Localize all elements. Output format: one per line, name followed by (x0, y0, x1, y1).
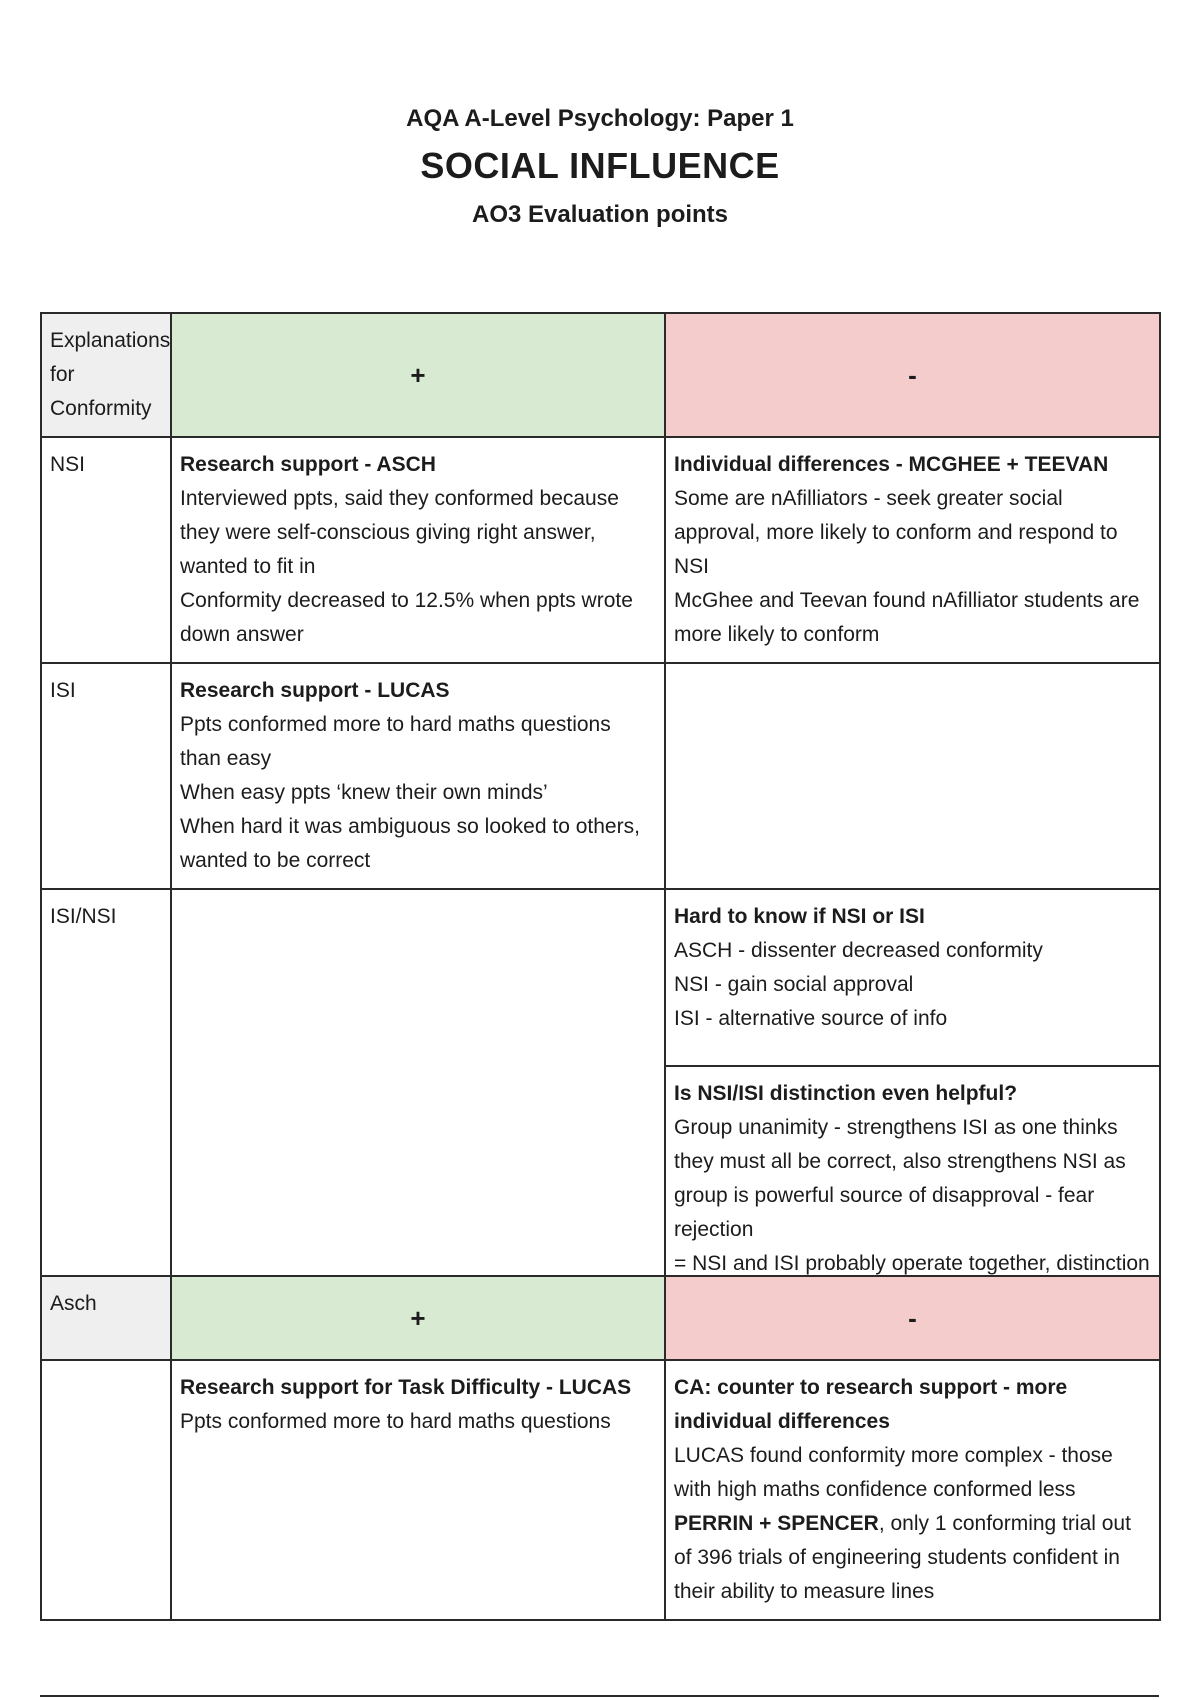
asch-evaluation-table (40, 1275, 1161, 1621)
isi-plus-line: When easy ppts ‘knew their own minds’ (180, 781, 548, 804)
table-row-asch (41, 1360, 1160, 1620)
minus-header-cell: - (665, 313, 1160, 437)
nsi-plus-cell (171, 437, 665, 663)
isi-nsi-minus-cell-1 (665, 889, 1160, 1066)
isi-nsi-minus1-title: Hard to know if NSI or ISI (674, 905, 925, 928)
row-label-isi-nsi: ISI/NSI (41, 889, 171, 1326)
isi-nsi-minus2-title: Is NSI/ISI distinction even helpful? (674, 1082, 1018, 1105)
paper-subtitle: AQA A-Level Psychology: Paper 1 (406, 105, 794, 132)
table-header-row (41, 313, 1160, 437)
study-name: PERRIN + SPENCER (674, 1512, 879, 1535)
section-subheading: AO3 Evaluation points (471, 201, 729, 228)
asch-plus-cell (171, 1360, 665, 1620)
asch-minus-line: LUCAS found conformity more complex - those with high maths confidence conformed less (674, 1444, 1113, 1501)
table-row-isi (41, 663, 1160, 889)
isi-plus-line: When hard it was ambiguous so looked to others, wanted to be correct (180, 815, 640, 872)
nsi-plus-line: Conformity decreased to 12.5% when ppts wrote down answer (180, 589, 633, 646)
isi-plus-cell (171, 663, 665, 889)
nsi-plus-line: Interviewed ppts, said they conformed because they were self-conscious giving right answer, wanted to fit in (180, 487, 619, 578)
isi-plus-title: Research support - LUCAS (180, 679, 450, 702)
nsi-plus-title: Research support - ASCH (180, 453, 436, 476)
nsi-minus-cell (665, 437, 1160, 663)
row-label-empty (41, 1360, 171, 1620)
plus-header-cell: + (171, 1276, 665, 1360)
minus-header-cell: - (665, 1276, 1160, 1360)
page-title: SOCIAL INFLUENCE (420, 145, 780, 186)
isi-nsi-minus2-line: Group unanimity - strengthens ISI as one thinks they must all be correct, also strengthens NSI as group is powerful source of disapproval - fear rejection (674, 1116, 1126, 1241)
isi-nsi-plus-cell (171, 889, 665, 1326)
document-header (0, 100, 1200, 230)
isi-nsi-minus1-line: ASCH - dissenter decreased conformity (674, 939, 1043, 962)
nsi-minus-line: Some are nAfilliators - seek greater social approval, more likely to conform and respond to NSI (674, 487, 1118, 578)
asch-minus-title: CA: counter to research support - more individual differences (674, 1376, 1068, 1433)
header-label-cell: Explanations for Conformity (41, 313, 171, 437)
isi-minus-cell (665, 663, 1160, 889)
study-detail: , only 1 conforming trial out of 396 trials of engineering students confident in their ability to measure lines (674, 1512, 1131, 1603)
isi-nsi-minus2-line: = NSI and ISI probably operate together, distinction (674, 1252, 1150, 1275)
nsi-minus-title: Individual differences - MCGHEE + TEEVAN (674, 453, 1109, 476)
table-row-isi-nsi (41, 889, 1160, 1066)
isi-plus-line: Ppts conformed more to hard maths questions than easy (180, 713, 611, 770)
isi-nsi-minus1-line: NSI - gain social approval (674, 973, 914, 996)
row-label-isi: ISI (41, 663, 171, 889)
table-row-nsi (41, 437, 1160, 663)
asch-plus-line: Ppts conformed more to hard maths questions (180, 1410, 611, 1433)
asch-plus-title: Research support for Task Difficulty - LUCAS (180, 1376, 632, 1399)
page-bottom-divider (40, 1695, 1159, 1697)
asch-minus-cell (665, 1360, 1160, 1620)
plus-header-cell: + (171, 313, 665, 437)
isi-nsi-minus1-line: ISI - alternative source of info (674, 1007, 948, 1030)
conformity-explanations-table (40, 312, 1161, 1327)
nsi-minus-line: McGhee and Teevan found nAfilliator students are more likely to conform (674, 589, 1140, 646)
header-label-cell: Asch (41, 1276, 171, 1360)
row-label-nsi: NSI (41, 437, 171, 663)
table-header-row (41, 1276, 1160, 1360)
asch-minus-line-2 (674, 1507, 1151, 1609)
